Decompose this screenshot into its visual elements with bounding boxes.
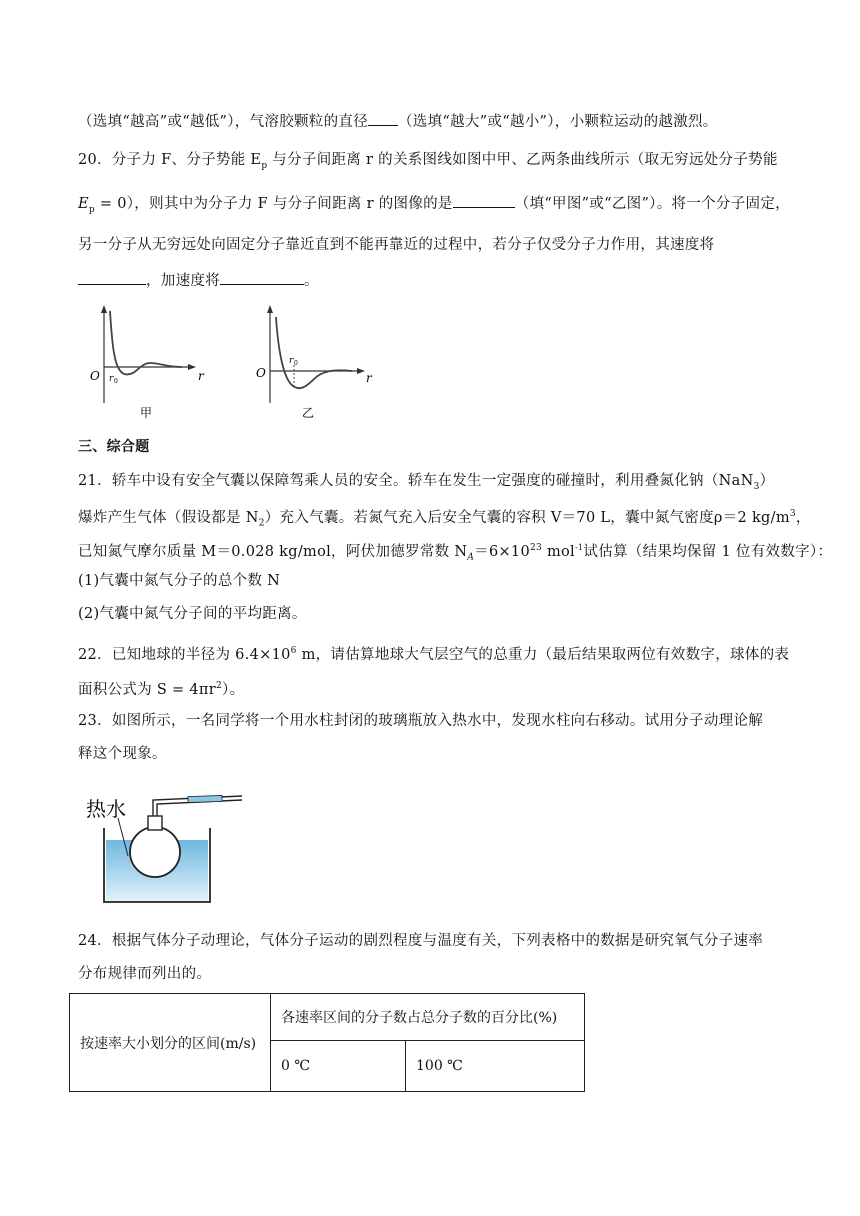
q21-text-2-end: ， (795, 509, 811, 526)
yi-curve (276, 317, 352, 388)
yi-r0-sub: 0 (294, 360, 298, 367)
hot-water-label: 热水 (86, 797, 126, 821)
jia-y-arrow (101, 305, 107, 313)
jia-x-arrow (188, 364, 196, 370)
jia-curve (110, 311, 182, 374)
q21-sub-1: 3 (753, 481, 760, 492)
q21-text-2-rest: ）充入气囊。若氮气充入后安全气囊的容积 V＝70 L，囊中氮气密度ρ＝2 kg/m (264, 509, 790, 526)
jia-r0-label: r (109, 374, 114, 384)
q20-blank-1 (453, 193, 515, 208)
water-column (188, 795, 222, 802)
yi-y-arrow (267, 305, 273, 313)
flask-neck (148, 816, 162, 830)
q23-line-1: 23．如图所示，一名同学将一个用水柱封闭的玻璃瓶放入热水中，发现水柱向右移动。试用分子动理论解 (78, 713, 764, 729)
q21-text-3: 已知氮气摩尔质量 M＝0.028 kg/mol，阿伏加德罗常数 N (78, 543, 468, 560)
q20-text-2: = 0），则其中为分子力 F 与分子间距离 r 的图像的是 (94, 196, 453, 212)
q20-blank-2 (78, 270, 146, 285)
q19-text-a: （选填“越高”或“越低”），气溶胶颗粒的直径 (78, 114, 368, 130)
graph-yi (256, 305, 373, 420)
q20-ep-sub: p (88, 204, 95, 215)
q20-figure (86, 303, 386, 421)
q21-sub-question-1: (1)气囊中氮气分子的总个数 N (78, 573, 281, 589)
row-header-cell: 按速率大小划分的区间(m/s) (70, 994, 271, 1092)
q19-tail-line (78, 111, 788, 133)
q21-text-2: 爆炸产生气体（假设都是 N (78, 509, 259, 526)
q20-blank-3 (220, 270, 304, 285)
q21-text-1: 21．轿车中设有安全气囊以保障驾乘人员的安全。轿车在发生一定强度的碰撞时，利用叠氮化钠（NaN (78, 473, 754, 489)
q24-line-2: 分布规律而列出的。 (78, 966, 212, 982)
q20-ep-symbol: E (78, 196, 89, 212)
q21-sup-2: 3 (789, 509, 796, 519)
q22-line-2 (78, 675, 788, 701)
q21-line-2 (78, 503, 811, 535)
jia-r-label: r (198, 369, 204, 383)
q22-text-2: 面积公式为 S = 4πr (78, 681, 216, 698)
temp-100-cell: 100 ℃ (406, 1041, 585, 1092)
q21-sub-2: 2 (258, 518, 265, 529)
q21-unit-sup: -1 (574, 543, 584, 552)
q24-line-1: 24．根据气体分子动理论，气体分子运动的剧烈程度与温度有关，下列表格中的数据是研究氧气分子速率 (78, 933, 764, 949)
table-header-row (70, 994, 585, 1041)
q20-line-3 (78, 234, 788, 256)
yi-caption: 乙 (302, 406, 315, 420)
q22-text-1-rest: m，请估算地球大气层空气的总重力（最后结果取两位有效数字，球体的表 (296, 646, 790, 663)
q21-sub-3: A (467, 552, 475, 563)
q21-line-3 (78, 537, 833, 569)
q20-sub-1: p (261, 160, 268, 171)
q19-text-b: （选填“越大”或“越小”），小颗粒运动的越激烈。 (398, 114, 718, 130)
q23-line-2: 释这个现象。 (78, 746, 167, 762)
q22-text-2-end: ）。 (222, 681, 245, 698)
q22-line-1 (78, 640, 788, 666)
q21-text-3-rest: ＝6×10 (474, 543, 530, 560)
section-title: 三、综合题 (78, 439, 150, 455)
q22-sup-2: 2 (216, 681, 223, 691)
temp-0-cell: 0 ℃ (271, 1041, 406, 1092)
jia-r0-sub: 0 (114, 378, 118, 385)
q20-text-1-rest: 与分子间距离 r 的关系图线如图中甲、乙两条曲线所示（取无穷远处分子势能 (267, 152, 778, 168)
q21-sub-question-2: (2)气囊中氮气分子间的平均距离。 (78, 606, 307, 622)
jia-caption: 甲 (140, 406, 153, 420)
yi-r-label: r (366, 371, 372, 385)
q19-blank (368, 111, 398, 126)
q20-text-3: 另一分子从无穷远处向固定分子靠近直到不能再靠近的过程中，若分子仅受分子力作用，其速度将 (78, 237, 715, 253)
q20-text-2-end: （填“甲图”或“乙图”）。将一个分子固定， (514, 196, 790, 212)
yi-origin-label: O (256, 366, 266, 380)
yi-x-arrow (357, 368, 365, 374)
graph-jia (90, 305, 205, 420)
yi-r0-label: r (289, 356, 294, 366)
q20-line-2 (78, 193, 788, 221)
q21-text-1-end: ） (759, 473, 775, 489)
q20-line-1 (78, 149, 788, 177)
q23-figure (80, 786, 250, 906)
speed-distribution-table (69, 993, 585, 1092)
col-header-cell: 各速率区间的分子数占总分子数的百分比(%) (271, 994, 585, 1041)
flask-bulb (130, 827, 180, 877)
q20-text-4b: 。 (304, 273, 319, 289)
jia-origin-label: O (90, 369, 100, 383)
q21-unit: mol (542, 543, 575, 560)
q21-line-1 (78, 470, 788, 498)
q20-text-1: 20．分子力 F、分子势能 E (78, 152, 262, 168)
q22-sup-1: 6 (290, 646, 297, 656)
q21-sup-3: 23 (529, 543, 543, 553)
q22-text-1: 22．已知地球的半径为 6.4×10 (78, 646, 291, 663)
q21-text-3-end: 试估算（结果均保留 1 位有效数字）： (583, 543, 833, 560)
q20-text-4a: ，加速度将 (146, 273, 220, 289)
q20-line-4 (78, 270, 788, 292)
